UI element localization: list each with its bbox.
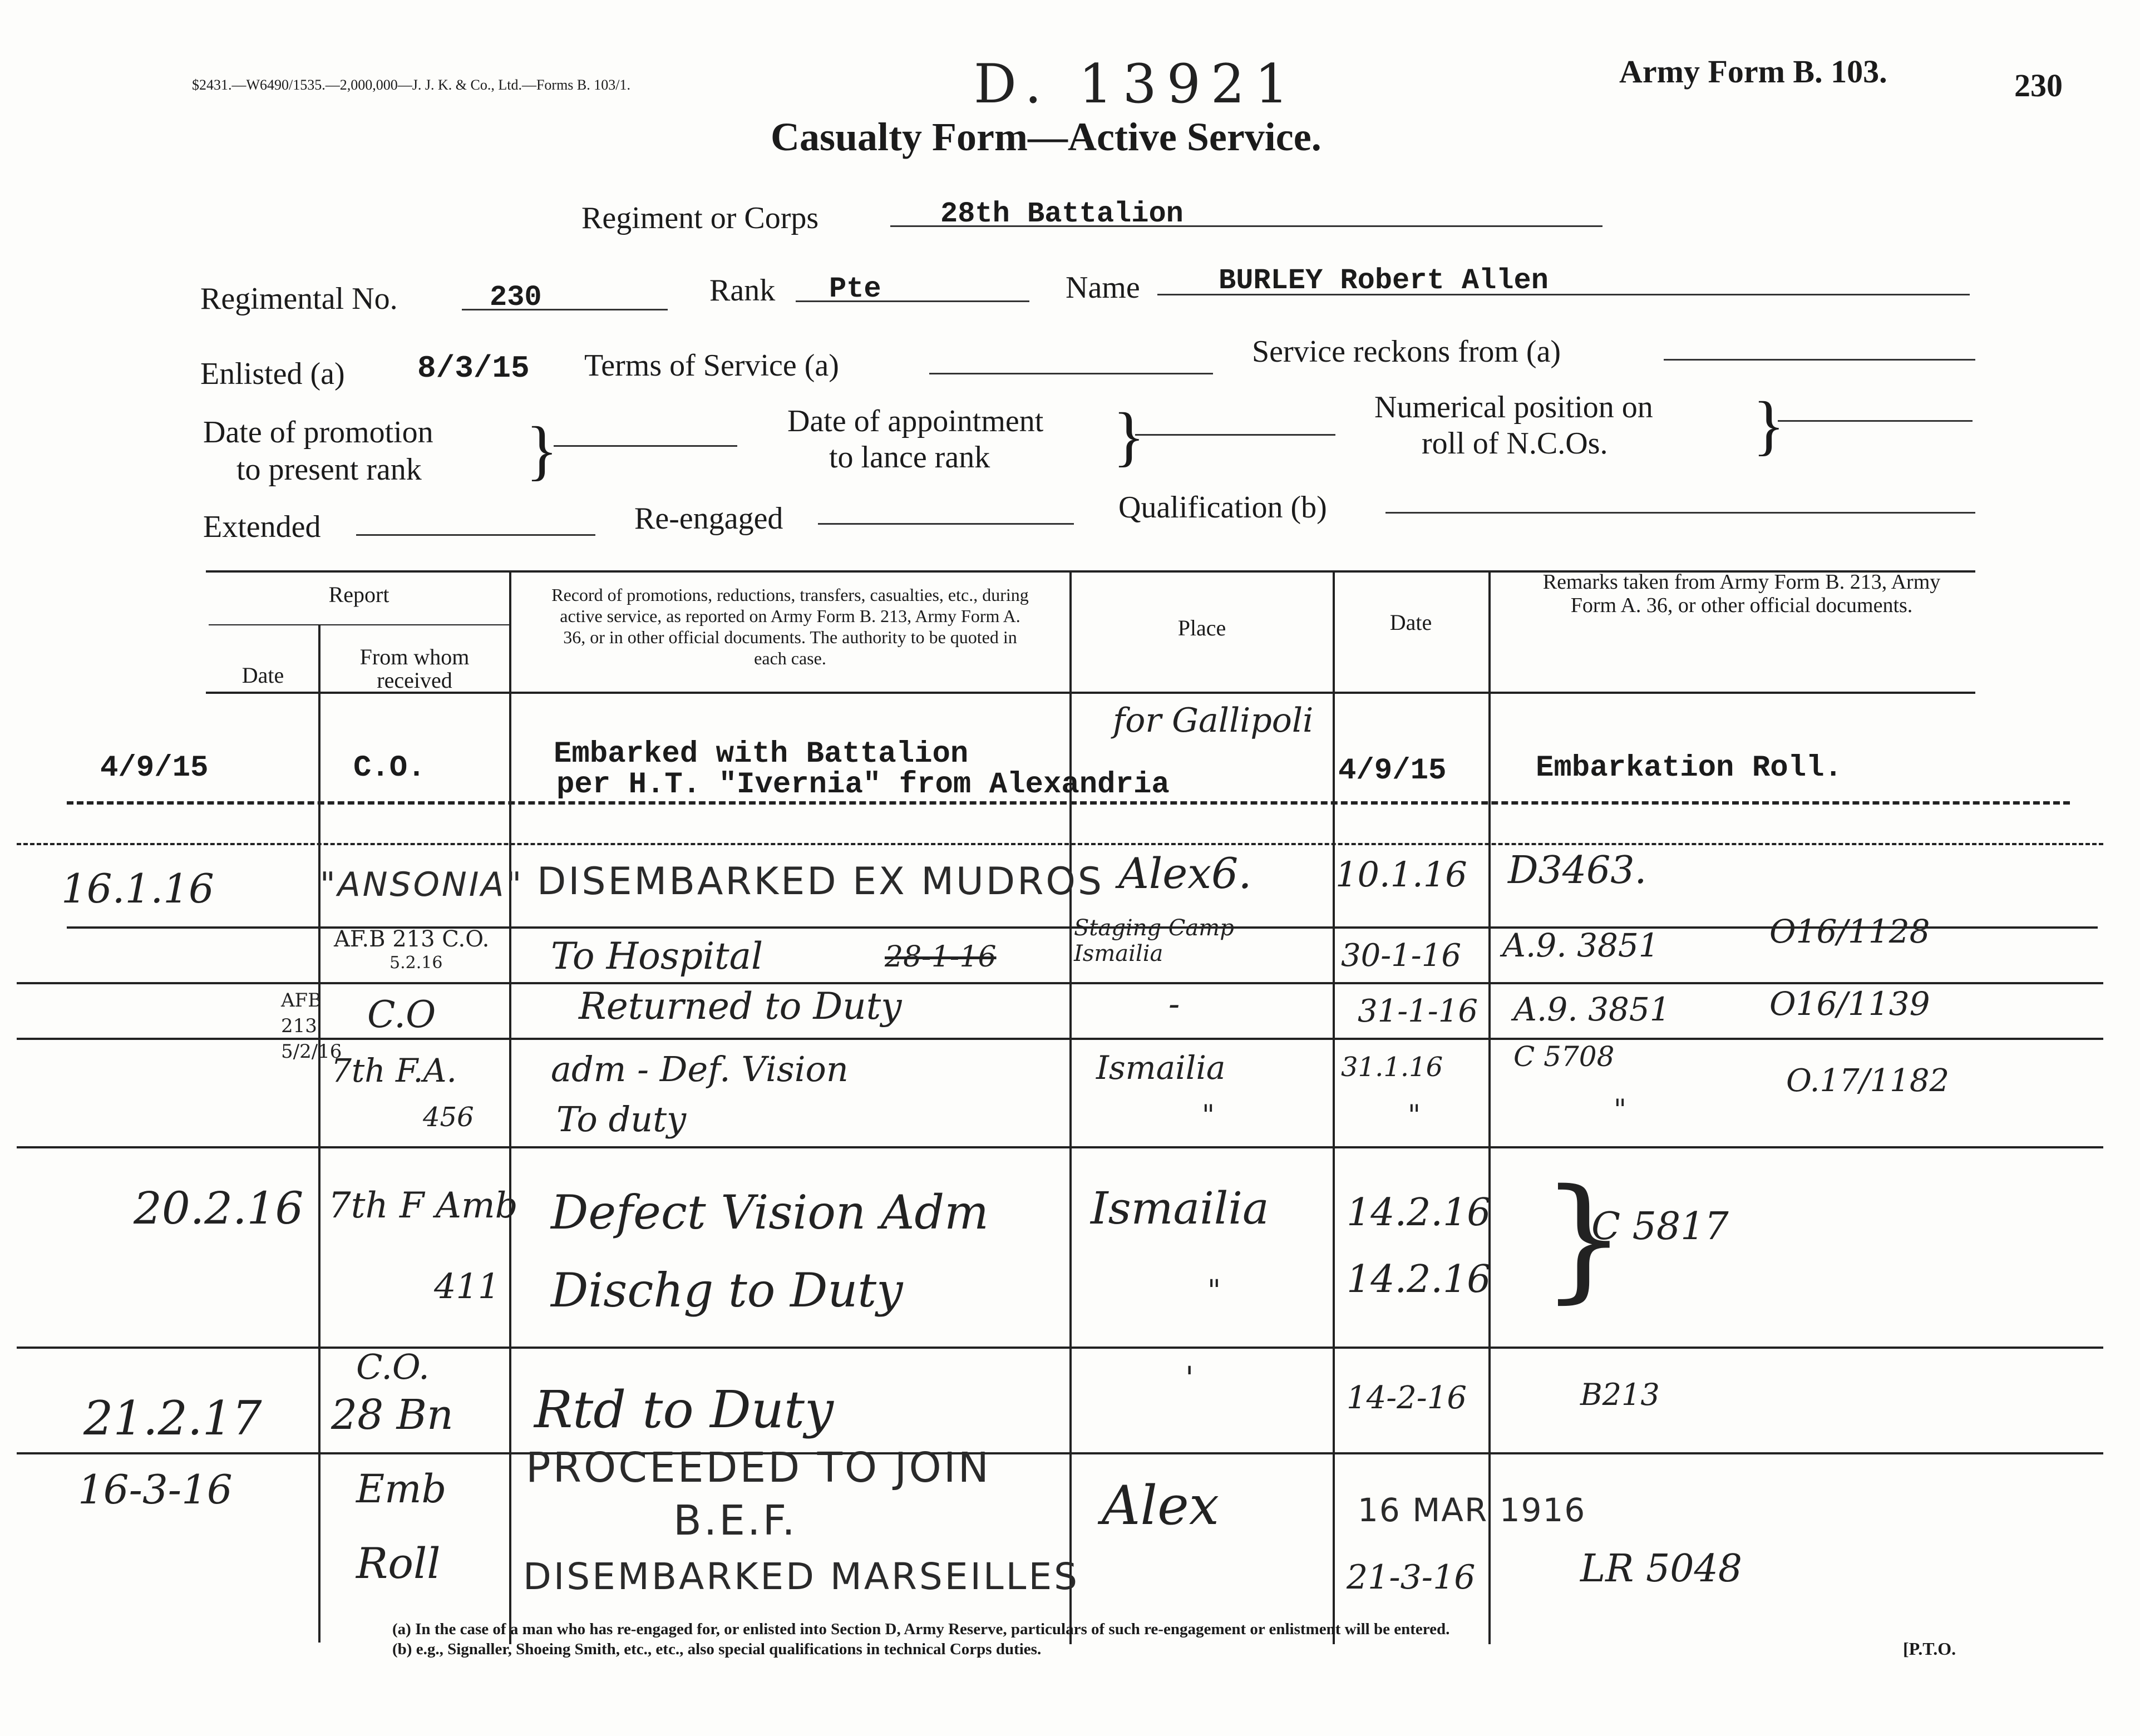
pto-marker: [P.T.O. <box>1903 1639 1956 1659</box>
table-row-from: 7th F Amb <box>328 1185 518 1226</box>
name-line <box>1157 294 1970 295</box>
table-row-place: Alex <box>1102 1474 1219 1537</box>
table-row-struck: 28-1-16 <box>885 940 997 974</box>
table-row-date2: 4/9/15 <box>1338 754 1447 788</box>
table-row-date2: 31.1.16 <box>1341 1052 1443 1083</box>
enlisted-label: Enlisted (a) <box>200 357 345 391</box>
table-row-record: DISEMBARKED MARSEILLES <box>523 1555 1080 1598</box>
reckons-line <box>1664 359 1975 361</box>
table-row-record: Dischg to Duty <box>551 1263 903 1318</box>
table-row-date: 21.2.17 <box>83 1391 262 1446</box>
table-row-from: 456 <box>423 1102 474 1133</box>
qualification-line <box>1385 512 1975 514</box>
name-value: BURLEY Robert Allen <box>1219 264 1549 297</box>
table-row-date2: 21-3-16 <box>1347 1558 1476 1597</box>
col-divider <box>318 624 320 1643</box>
col-divider <box>1069 570 1072 1644</box>
table-row-from: "ANSONIA" <box>320 865 524 904</box>
table-row-record: Defect Vision Adm <box>551 1185 989 1240</box>
table-row-from: C.O. <box>356 1347 430 1387</box>
table-row-date2: 14.2.16 <box>1347 1191 1491 1235</box>
promotion-brace: } <box>526 413 558 487</box>
table-row-remarks: LR 5048 <box>1580 1547 1743 1591</box>
table-row-from: 7th F.A. <box>331 1052 457 1089</box>
table-row-record: per H.T. "Ivernia" from Alexandria <box>556 768 1170 802</box>
table-row-place: ' <box>1185 1360 1194 1397</box>
record-header: Record of promotions, reductions, transfers, casualties, etc., during active service, as reported on Army Form B. 213, Army Form A. 36, or in other official documents. The authority to be quoted in each case. <box>551 585 1029 668</box>
place-header: Place <box>1177 615 1226 640</box>
promotion-label-2: to present rank <box>236 452 422 487</box>
table-row-remarks: A.9. 3851 <box>1502 926 1659 964</box>
table-row-remarks: C 5708 <box>1513 1040 1615 1073</box>
table-row-brace: } <box>1541 1160 1626 1316</box>
table-row-place: Alex6. <box>1118 849 1252 898</box>
table-row-place: " <box>1207 1274 1221 1308</box>
table-row-from: AF.B 213 C.O. <box>334 926 490 952</box>
promotion-label-1: Date of promotion <box>203 415 433 450</box>
table-row-remarks: A.9. 3851 <box>1513 990 1670 1028</box>
table-row-date: AFB 213 5/2/16 <box>281 989 342 1063</box>
table-row-from: 411 <box>434 1266 500 1306</box>
table-row-remarks: B213 <box>1580 1377 1660 1412</box>
extended-label: Extended <box>203 510 321 544</box>
table-row-date: 4/9/15 <box>100 751 209 785</box>
table-row-record: adm - Def. Vision <box>551 1049 849 1089</box>
table-row-from: C.O <box>367 993 436 1036</box>
row-divider <box>17 1347 2103 1349</box>
table-row-record: DISEMBARKED EX MUDROS <box>537 860 1104 904</box>
table-row-from: 5.2.16 <box>389 953 443 973</box>
table-row-place: Ismailia <box>1091 1182 1269 1234</box>
table-row-from: Emb <box>356 1466 447 1512</box>
appointment-brace: } <box>1113 399 1145 473</box>
remarks-header: Remarks taken from Army Form B. 213, Army Form A. 36, or other official documents. <box>1542 570 1941 617</box>
regiment-line <box>890 225 1602 227</box>
table-row-record: Rtd to Duty <box>534 1380 834 1439</box>
table-row-date: 16.1.16 <box>61 865 214 912</box>
table-row-date: 20.2.16 <box>134 1182 304 1234</box>
table-row-record: B.E.F. <box>673 1497 797 1545</box>
footnote-a: (a) In the case of a man who has re-engaged for, or enlisted into Section D, Army Reserve, particulars of such re-engagement or enlistment will be entered. <box>392 1620 1450 1638</box>
regimental-no-label: Regimental No. <box>200 282 398 316</box>
terms-label: Terms of Service (a) <box>584 348 839 383</box>
table-row-date2: 14-2-16 <box>1347 1380 1467 1416</box>
date2-header: Date <box>1389 610 1432 635</box>
row-divider <box>17 843 2103 845</box>
row-divider <box>17 1146 2103 1148</box>
table-row-date2: 30-1-16 <box>1341 938 1461 974</box>
table-row-place: for Gallipoli <box>1113 701 1314 740</box>
numerical-line <box>1778 420 1973 422</box>
table-row-remarks-ref: O16/1128 <box>1769 913 1930 950</box>
extended-line <box>356 534 595 536</box>
reengaged-label: Re-engaged <box>634 501 783 536</box>
table-row-place: " <box>1202 1099 1215 1131</box>
col-divider <box>1333 570 1335 1644</box>
row-divider <box>17 1452 2103 1454</box>
qualification-label: Qualification (b) <box>1118 490 1327 525</box>
table-row-place: - <box>1168 985 1180 1024</box>
table-row-remarks: C 5817 <box>1591 1205 1729 1249</box>
table-row-date: 16-3-16 <box>78 1466 233 1513</box>
table-row-from: Roll <box>356 1538 441 1588</box>
footnote-b: (b) e.g., Signaller, Shoeing Smith, etc., etc., also special qualifications in technical Corps duties. <box>392 1640 1042 1658</box>
table-row-place: Ismailia <box>1096 1049 1226 1087</box>
appointment-label-1: Date of appointment <box>787 404 1044 438</box>
table-row-remarks: " <box>1614 1093 1626 1126</box>
table-row-date2: 14.2.16 <box>1347 1257 1491 1301</box>
reengaged-line <box>818 523 1074 525</box>
numerical-brace: } <box>1753 388 1785 462</box>
table-row-remarks: D3463. <box>1508 849 1647 892</box>
rank-label: Rank <box>709 273 776 308</box>
page-number: 230 <box>2014 67 2063 103</box>
reckons-label: Service reckons from (a) <box>1252 334 1561 369</box>
table-row-from: 28 Bn <box>331 1391 453 1439</box>
appointment-line <box>1135 434 1335 436</box>
table-row-record: PROCEEDED TO JOIN <box>526 1444 991 1492</box>
report-sub-line <box>209 624 509 625</box>
regimental-no-value: 230 <box>490 281 542 314</box>
numerical-label-2: roll of N.C.Os. <box>1422 426 1608 461</box>
page-title: Casualty Form—Active Service. <box>771 115 1322 159</box>
report-header: Report <box>328 582 389 607</box>
enlisted-value: 8/3/15 <box>417 351 530 386</box>
printer-line: $2431.—W6490/1535.—2,000,000—J. J. K. & Co., Ltd.—Forms B. 103/1. <box>192 77 630 93</box>
table-row-record: To duty <box>556 1099 687 1140</box>
rank-value: Pte <box>829 273 881 305</box>
promotion-line <box>554 445 737 447</box>
regiment-value: 28th Battalion <box>940 198 1184 230</box>
table-row-date2: 31-1-16 <box>1358 993 1478 1029</box>
col-divider <box>509 570 511 1644</box>
row-divider <box>17 982 2103 984</box>
table-row-place: Staging Camp Ismailia <box>1074 915 1234 966</box>
table-row-record: To Hospital <box>551 935 763 978</box>
table-row-remarks-ref: O.17/1182 <box>1786 1063 1950 1099</box>
table-row-record: Returned to Duty <box>579 985 902 1028</box>
table-row-remarks: Embarkation Roll. <box>1536 751 1842 785</box>
rank-line <box>796 300 1029 302</box>
table-row-record: Embarked with Battalion <box>554 737 969 771</box>
report-date-header: Date <box>241 663 284 688</box>
regiment-label: Regiment or Corps <box>581 201 819 235</box>
table-row-date2: " <box>1408 1099 1421 1131</box>
table-row-from: C.O. <box>353 751 426 785</box>
table-row-date2: 10.1.16 <box>1335 854 1467 895</box>
form-name: Army Form B. 103. <box>1619 53 1887 90</box>
appointment-label-2: to lance rank <box>829 440 990 475</box>
name-label: Name <box>1066 270 1140 305</box>
from-header: From whom received <box>359 644 470 693</box>
table-row-remarks-ref: O16/1139 <box>1769 985 1930 1023</box>
file-number: D. 13921 <box>974 53 1299 115</box>
regimental-no-line <box>462 309 668 310</box>
terms-line <box>929 373 1213 374</box>
table-row-date2: 16 MAR 1916 <box>1358 1491 1586 1529</box>
col-divider <box>1488 570 1491 1644</box>
numerical-label-1: Numerical position on <box>1374 390 1653 425</box>
